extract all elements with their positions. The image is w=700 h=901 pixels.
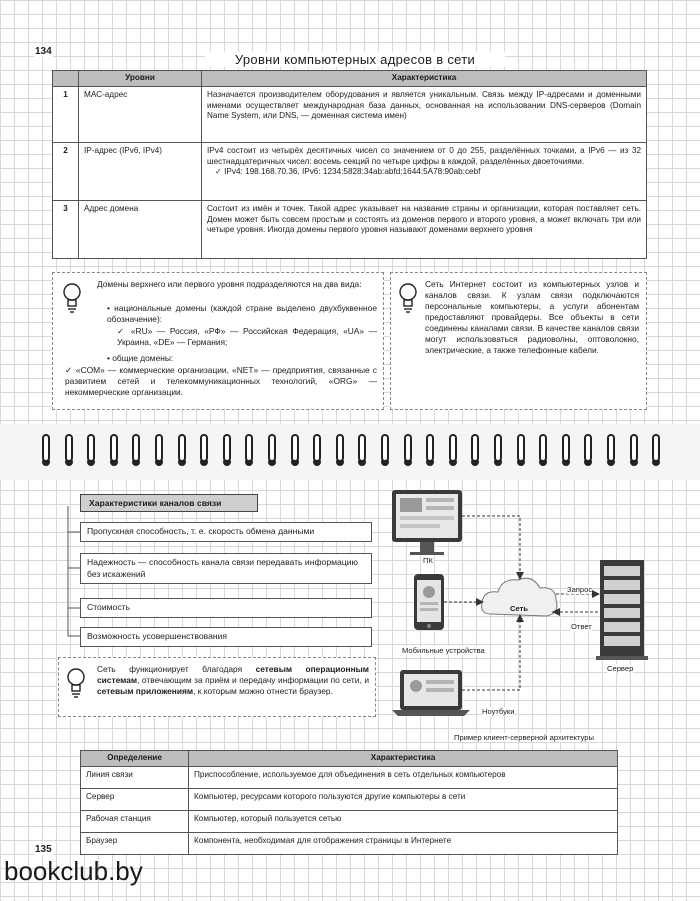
table-row (81, 832, 618, 854)
server-icon (596, 560, 648, 660)
definition-desc: Компонента, необходимая для отображения страницы в Интернете (189, 832, 618, 854)
definition-term: Сервер (81, 788, 189, 810)
binding-ring (426, 434, 434, 462)
tip-bold-network-apps: сетевым приложениям (97, 685, 194, 696)
page-number-bottom: 135 (35, 844, 52, 855)
row-description: Состоит из имён и точек. Такой адрес указывает на название страны и организации, которая поставляет сеть. Домен может быть совсем простым и состоять из доменов первого и второго уровня, а может включать три или четыре уровня. Иногда домены первого уровня называют доменами верхнего уровня (202, 200, 647, 258)
binding-ring (336, 434, 344, 462)
label-pc: ПК (423, 556, 433, 565)
binding-ring (132, 434, 140, 462)
row-description: IPv4 состоит из четырёх десятичных чисел со значением от 0 до 255, разделённых точками, а IPv6 — из 32 шестнадцатеричных чисел: восемь секций по четыре цифры в каждой, разделённых двоеточиями. (207, 145, 641, 166)
label-response: Ответ (571, 622, 592, 631)
tip-box-internet (390, 272, 647, 410)
binding-ring (87, 434, 95, 462)
tip-domains-line4: • общие домены: (107, 353, 174, 363)
row-number: 2 (53, 142, 79, 200)
label-network: Сеть (510, 604, 528, 613)
definition-term: Линия связи (81, 766, 189, 788)
header-levels: Уровни (79, 71, 202, 87)
definition-term: Рабочая станция (81, 810, 189, 832)
tip-text-part: , к которым можно отнести браузер. (193, 685, 333, 696)
tip-box-domains (52, 272, 384, 410)
row-level: Адрес домена (79, 200, 202, 258)
definitions-table-header (81, 751, 618, 767)
header-definition: Определение (81, 751, 189, 767)
definition-desc: Компьютер, который пользуется сетью (189, 810, 618, 832)
lightbulb-icon (65, 666, 87, 700)
tip-text-part: Сеть функционирует благодаря (97, 664, 256, 674)
channel-item-cost: Стоимость (80, 598, 372, 618)
binding-ring (652, 434, 660, 462)
binding-ring (517, 434, 525, 462)
table-row (53, 86, 647, 142)
binding-ring (268, 434, 276, 462)
definition-desc: Компьютер, ресурсами которого пользуются другие компьютеры в сети (189, 788, 618, 810)
binding-ring (381, 434, 389, 462)
laptop-icon (392, 670, 470, 716)
client-server-diagram (380, 482, 670, 722)
channel-item-reliability: Надежность — способность канала связи передавать информацию без искажений (80, 553, 372, 584)
definition-term: Браузер (81, 832, 189, 854)
definition-desc: Приспособление, используемое для объединения в сеть отдельных компьютеров (189, 766, 618, 788)
row-number: 1 (53, 86, 79, 142)
page-number-top: 134 (35, 46, 52, 57)
binding-ring (562, 434, 570, 462)
binding-ring (178, 434, 186, 462)
label-laptop: Ноутбуки (482, 707, 515, 716)
binding-ring (245, 434, 253, 462)
label-request: Запрос (567, 585, 593, 594)
row-description: Назначается производителем оборудования и является уникальным. Связь между IP-адресами и доменными именами осуществляет международная база данных, основанная на использовании DNS-серверов (Domain Name System, или DNS, — доменная система имен) (202, 86, 647, 142)
table-row (81, 788, 618, 810)
binding-ring (42, 434, 50, 462)
tip-network-os-text (97, 664, 369, 697)
row-level: IP-адрес (IPv6, IPv4) (79, 142, 202, 200)
binding-ring (471, 434, 479, 462)
tip-text-part: , отвечающим за приём и передачу информации по сети, и (137, 674, 369, 685)
tip-bold-network-os: сетевым операционным системам (97, 664, 369, 685)
lightbulb-icon (61, 281, 83, 315)
label-server: Сервер (607, 664, 634, 673)
levels-table-header (53, 71, 647, 87)
table-row (81, 766, 618, 788)
table-row (81, 810, 618, 832)
header-num (53, 71, 79, 87)
row-description-cell (202, 142, 647, 200)
table-row (53, 142, 647, 200)
spiral-binding (0, 424, 700, 480)
header-characteristic: Характеристика (189, 751, 618, 767)
header-characteristic: Характеристика (202, 71, 647, 87)
levels-table (52, 70, 647, 259)
tip-internet-text: Сеть Интернет состоит из компьютерных узлов и каналов связи. К узлам связи подключаются персональные компьютеры, а услуги абонентам предоставляют провайдеры. Все объекты в сети соединены каналами связи. В качестве каналов связи могут использоваться радиоволны, оптоволокно, электрические, а также телефонные кабели. (425, 279, 639, 355)
tip-domains-line5: ✓ «COM» — коммерческие организации, «NET» — предприятия, связанные с развитием сетей и телекоммуникационных технологий, «ORG» — некоммерческие организации. (65, 365, 377, 397)
binding-ring (200, 434, 208, 462)
binding-ring (223, 434, 231, 462)
pc-icon (392, 490, 462, 555)
channel-item-throughput: Пропускная способность, т. е. скорость обмена данными (80, 522, 372, 542)
definitions-table (80, 750, 618, 855)
binding-ring (630, 434, 638, 462)
row-level: МАС-адрес (79, 86, 202, 142)
channel-item-upgrade: Возможность усовершенствования (80, 627, 372, 647)
tip-domains-line3: ✓ «RU» — Россия, «РФ» — Российская Федерация, «UA» — Украина, «DE» — Германия; (117, 326, 377, 347)
binding-ring (110, 434, 118, 462)
label-mobile: Мобильные устройства (402, 646, 485, 655)
binding-ring (358, 434, 366, 462)
table-row (53, 200, 647, 258)
binding-ring (313, 434, 321, 462)
binding-ring (65, 434, 73, 462)
channels-title: Характеристики каналов связи (80, 494, 258, 512)
tip-domains-line1: Домены верхнего или первого уровня подразделяются на два вида: (97, 279, 362, 289)
binding-ring (607, 434, 615, 462)
row-example: ✓ IPv4: 198.168.70.36, IPv6: 1234:5828:34ab:abfd:1644:5A78:90ab:cebf (215, 167, 481, 177)
binding-ring (155, 434, 163, 462)
binding-ring (584, 434, 592, 462)
binding-ring (449, 434, 457, 462)
tip-domains-line2: • национальные домены (каждой стране выделено двухбуквенное обозначение): (107, 303, 377, 324)
page-title: Уровни компьютерных адресов в сети (205, 52, 505, 67)
watermark-text: bookclub.by (4, 856, 143, 886)
lightbulb-icon (397, 281, 419, 315)
row-number: 3 (53, 200, 79, 258)
mobile-icon (414, 574, 444, 630)
binding-ring (539, 434, 547, 462)
diagram-caption: Пример клиент-серверной архитектуры (454, 733, 594, 742)
tip-box-network-os (58, 657, 376, 717)
binding-ring (494, 434, 502, 462)
binding-ring (404, 434, 412, 462)
binding-ring (291, 434, 299, 462)
